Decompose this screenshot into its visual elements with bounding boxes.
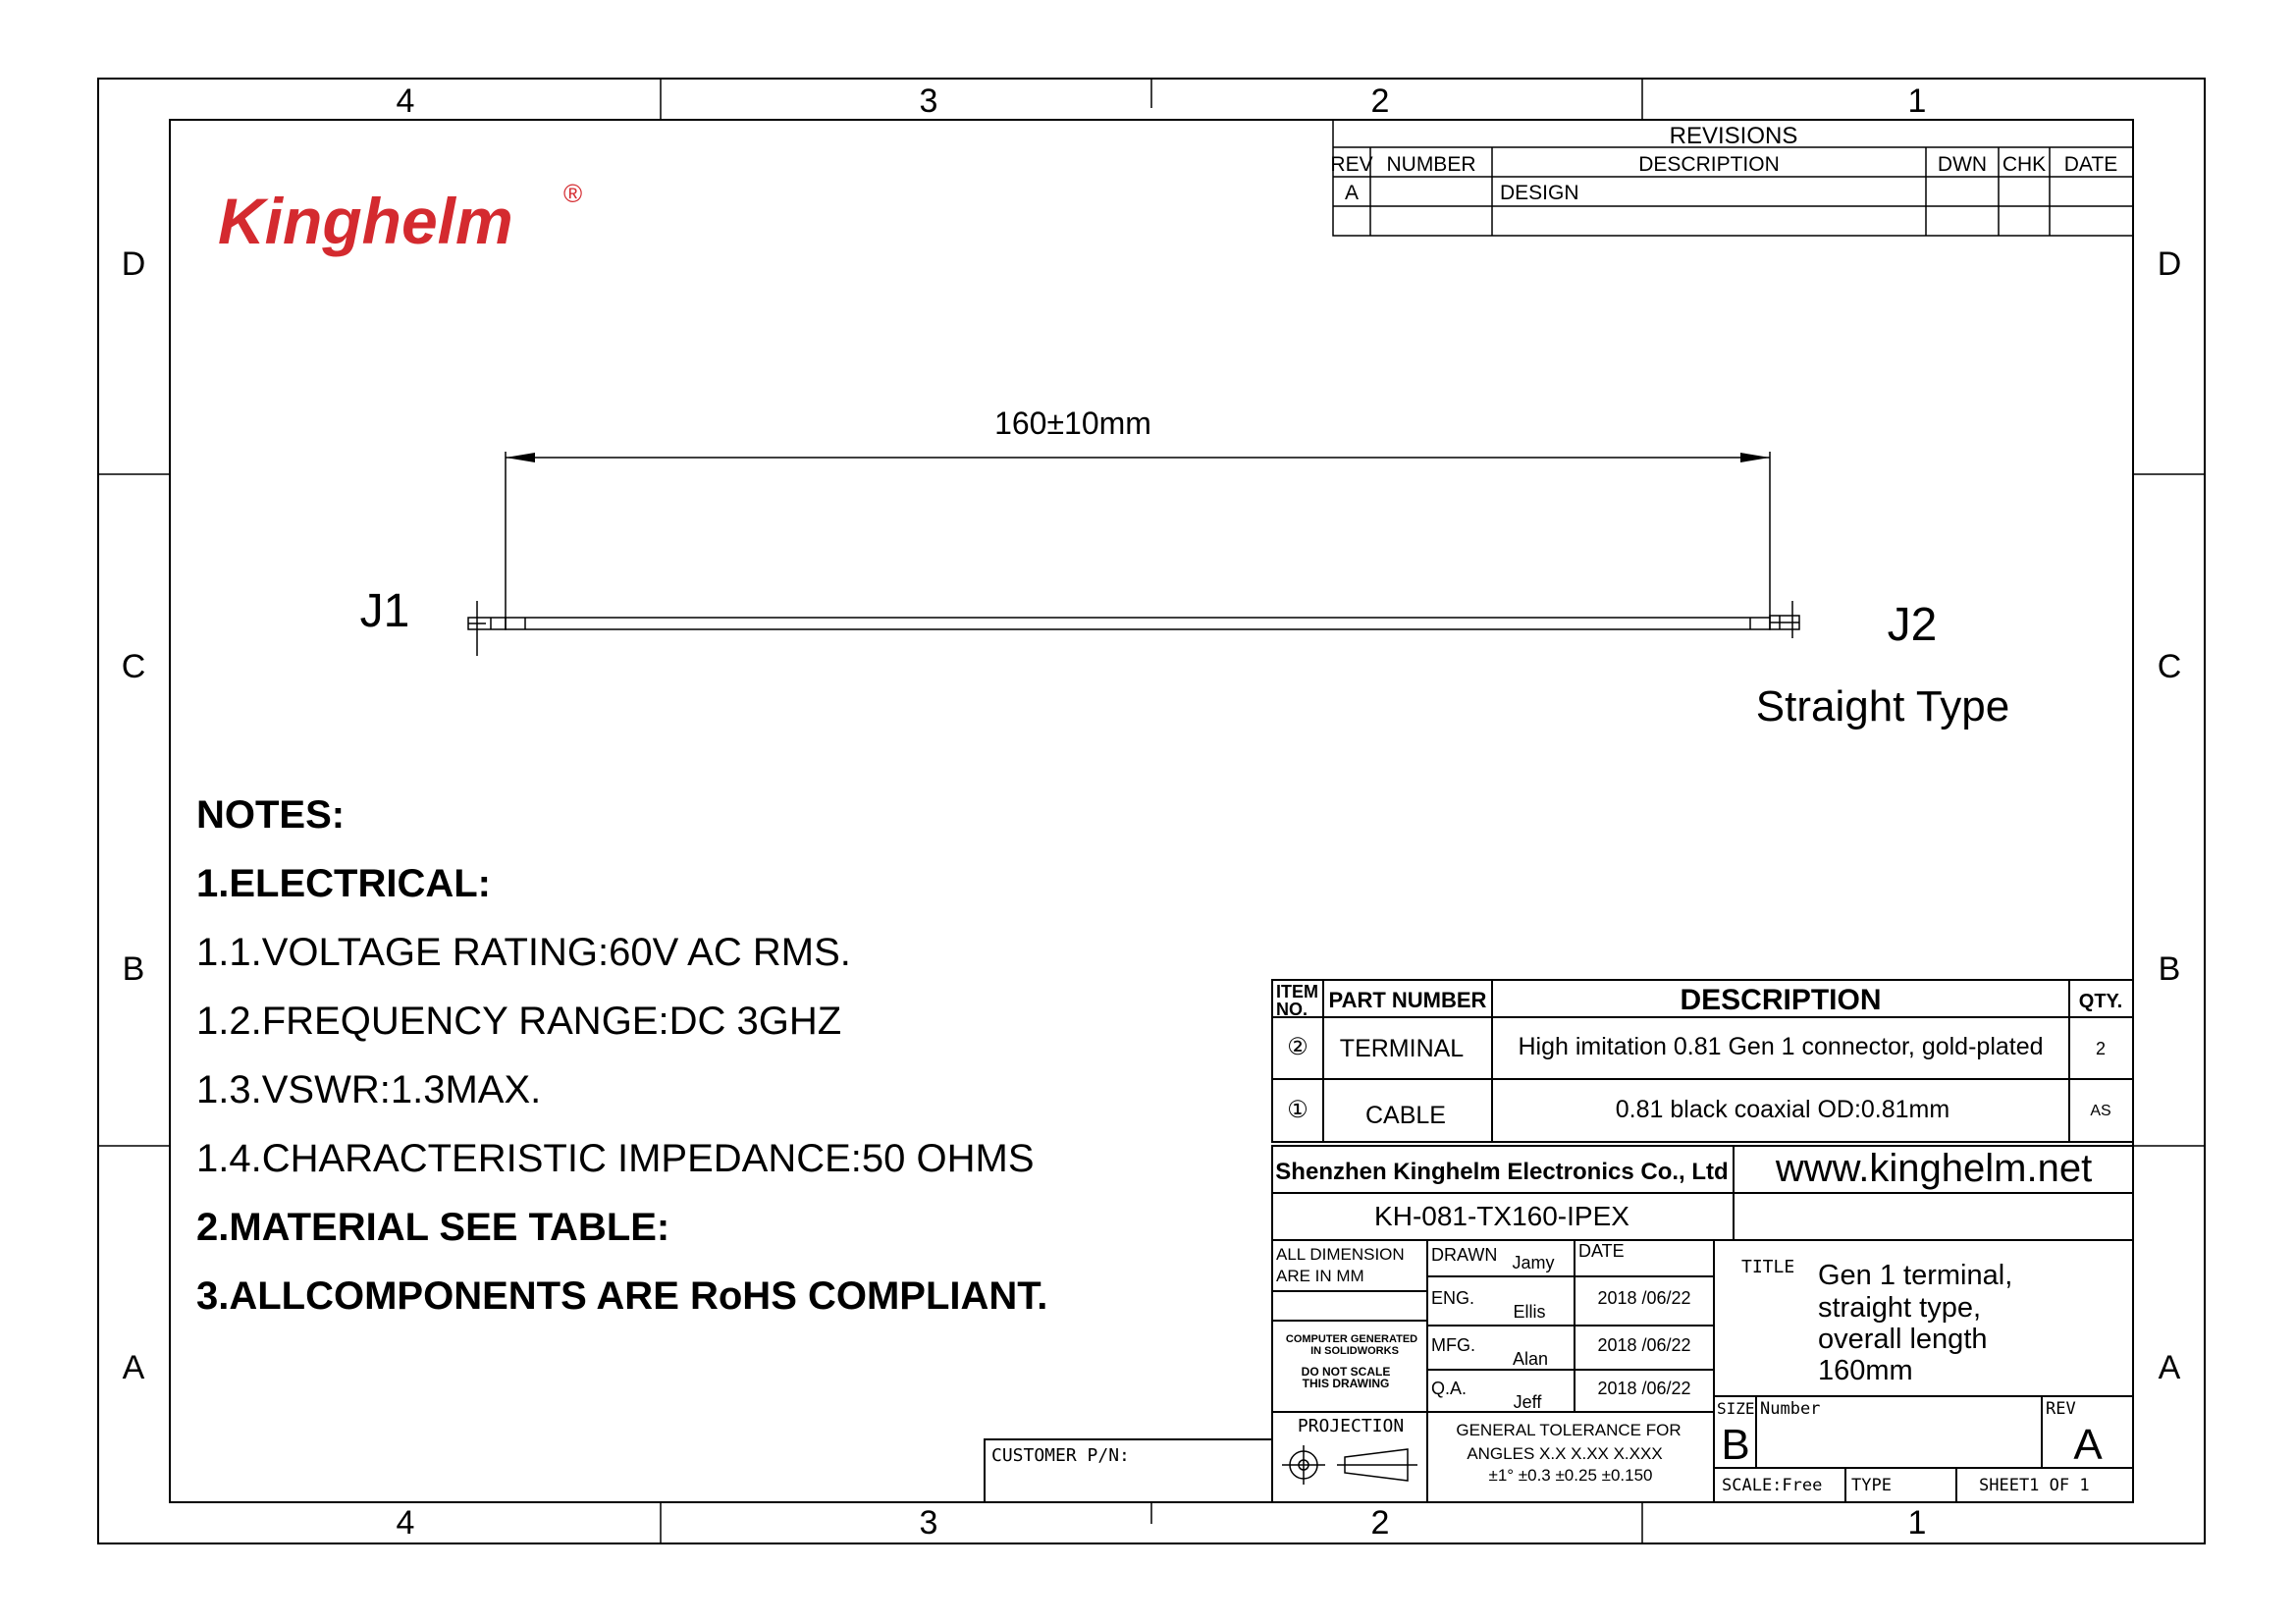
approval-qa-name: Jeff bbox=[1513, 1392, 1542, 1412]
company-website: www.kinghelm.net bbox=[1775, 1147, 2093, 1190]
dwn-header: DWN bbox=[1937, 153, 1988, 176]
approval-mfg-date: 2018 /06/22 bbox=[1597, 1335, 1691, 1355]
tolerance-line-2: ANGLES X.X X.XX X.XXX bbox=[1467, 1444, 1663, 1463]
bom-qty-header: QTY. bbox=[2078, 991, 2123, 1012]
size-value: B bbox=[1721, 1421, 1750, 1469]
do-not-scale-line-1: DO NOT SCALE bbox=[1301, 1365, 1391, 1379]
zone-row-a-right: A bbox=[2158, 1349, 2181, 1386]
type-field: TYPE bbox=[1851, 1476, 1892, 1495]
zone-row-a-left: A bbox=[122, 1349, 145, 1386]
notes-frequency: 1.2.FREQUENCY RANGE:DC 3GHZ bbox=[196, 1000, 842, 1043]
zone-row-d-right: D bbox=[2157, 245, 2182, 283]
title-line-3: overall length bbox=[1818, 1324, 1988, 1355]
bom-part-number-header: PART NUMBER bbox=[1328, 988, 1487, 1012]
bom-row-1-qty: 2 bbox=[2095, 1039, 2107, 1058]
rev-header: REV bbox=[1330, 153, 1373, 176]
cable-assembly bbox=[468, 452, 1799, 656]
notes-impedance: 1.4.CHARACTERISTIC IMPEDANCE:50 OHMS bbox=[196, 1137, 1035, 1180]
title-label: TITLE bbox=[1741, 1257, 1795, 1277]
cable-body bbox=[506, 618, 1770, 629]
title-line-1: Gen 1 terminal, bbox=[1818, 1260, 2013, 1291]
j1-label: J1 bbox=[359, 585, 410, 637]
j2-label: J2 bbox=[1887, 599, 1938, 651]
bom-row-1-item: ② bbox=[1287, 1034, 1308, 1060]
bom-row-2-part: CABLE bbox=[1365, 1102, 1446, 1129]
zone-col-2-top: 2 bbox=[1370, 82, 1390, 120]
revision-row-rev: A bbox=[1344, 182, 1360, 204]
approval-mfg-name: Alan bbox=[1512, 1349, 1549, 1369]
bom-row-2-item: ① bbox=[1287, 1097, 1308, 1123]
bom-row-2-qty: AS bbox=[2090, 1103, 2111, 1119]
all-dimension-line-1: ALL DIMENSION bbox=[1276, 1245, 1405, 1264]
sheet-field: SHEET1 OF 1 bbox=[1979, 1476, 2090, 1495]
company-name: Shenzhen Kinghelm Electronics Co., Ltd bbox=[1275, 1159, 1729, 1185]
overall-length-dimension: 160±10mm bbox=[994, 406, 1151, 441]
projection-label: PROJECTION bbox=[1297, 1416, 1405, 1436]
bom-row-1-part: TERMINAL bbox=[1339, 1035, 1465, 1062]
number-header: NUMBER bbox=[1386, 153, 1476, 176]
approval-eng-role: ENG. bbox=[1431, 1288, 1475, 1308]
zone-col-3-top: 3 bbox=[919, 82, 938, 120]
third-angle-projection-symbol bbox=[1282, 1445, 1417, 1485]
notes-vswr: 1.3.VSWR:1.3MAX. bbox=[196, 1068, 542, 1111]
rev-value: A bbox=[2073, 1421, 2103, 1469]
title-line-2: straight type, bbox=[1818, 1292, 1982, 1324]
do-not-scale-line-2: THIS DRAWING bbox=[1302, 1377, 1390, 1390]
chk-header: CHK bbox=[2002, 153, 2047, 176]
kinghelm-logo: Kinghelm bbox=[218, 185, 513, 257]
drawing-part-number: KH-081-TX160-IPEX bbox=[1374, 1201, 1629, 1231]
title-block bbox=[1272, 1146, 2133, 1502]
notes-electrical: 1.ELECTRICAL: bbox=[196, 862, 491, 905]
date-header: DATE bbox=[2063, 153, 2118, 176]
computer-generated-line-1: COMPUTER GENERATED bbox=[1285, 1333, 1418, 1345]
zone-row-b-left: B bbox=[122, 950, 145, 988]
rev-label: REV bbox=[2046, 1399, 2076, 1419]
approval-mfg-role: MFG. bbox=[1431, 1335, 1475, 1355]
bom-description-header: DESCRIPTION bbox=[1680, 984, 1882, 1016]
title-line-4: 160mm bbox=[1818, 1355, 1913, 1386]
revisions-title: REVISIONS bbox=[1669, 123, 1798, 149]
tolerance-line-3: ±1° ±0.3 ±0.25 ±0.150 bbox=[1488, 1466, 1653, 1485]
notes-rohs: 3.ALLCOMPONENTS ARE RoHS COMPLIANT. bbox=[196, 1274, 1048, 1318]
bom-item-header-1: ITEM bbox=[1276, 982, 1318, 1001]
zone-col-2-bottom: 2 bbox=[1370, 1504, 1390, 1542]
rev-description-header: DESCRIPTION bbox=[1638, 153, 1780, 176]
number-label: Number bbox=[1760, 1399, 1821, 1419]
zone-row-d-left: D bbox=[121, 245, 146, 283]
tolerance-line-1: GENERAL TOLERANCE FOR bbox=[1456, 1421, 1682, 1439]
notes-material: 2.MATERIAL SEE TABLE: bbox=[196, 1206, 670, 1249]
approval-qa-date: 2018 /06/22 bbox=[1597, 1379, 1691, 1398]
approval-drawn-name: Jamy bbox=[1512, 1253, 1555, 1272]
registered-mark: ® bbox=[563, 179, 583, 208]
zone-col-3-bottom: 3 bbox=[919, 1504, 938, 1542]
approval-eng-name: Ellis bbox=[1513, 1302, 1546, 1322]
zone-col-1-top: 1 bbox=[1907, 82, 1927, 120]
approval-eng-date: 2018 /06/22 bbox=[1597, 1288, 1691, 1308]
zone-col-4-bottom: 4 bbox=[396, 1504, 415, 1542]
computer-generated-line-2: IN SOLIDWORKS bbox=[1310, 1345, 1399, 1357]
bom-item-header-2: NO. bbox=[1276, 1000, 1308, 1019]
bom-row-1-description: High imitation 0.81 Gen 1 connector, gold-plated bbox=[1518, 1033, 2044, 1060]
approval-drawn-role: DRAWN bbox=[1431, 1245, 1498, 1265]
straight-type-label: Straight Type bbox=[1755, 682, 2010, 731]
all-dimension-line-2: ARE IN MM bbox=[1276, 1267, 1364, 1285]
customer-pn-label: CUSTOMER P/N: bbox=[991, 1445, 1130, 1466]
zone-col-4-top: 4 bbox=[396, 82, 415, 120]
notes-voltage: 1.1.VOLTAGE RATING:60V AC RMS. bbox=[196, 931, 851, 974]
zone-row-c-right: C bbox=[2157, 648, 2182, 685]
bom-row-2-description: 0.81 black coaxial OD:0.81mm bbox=[1615, 1096, 1950, 1123]
revision-row-description: DESIGN bbox=[1500, 182, 1579, 204]
zone-row-c-left: C bbox=[121, 648, 146, 685]
size-label: SIZE bbox=[1717, 1399, 1755, 1418]
scale-field: SCALE:Free bbox=[1722, 1476, 1823, 1495]
zone-row-b-right: B bbox=[2158, 950, 2181, 988]
notes-heading: NOTES: bbox=[196, 793, 346, 837]
approval-qa-role: Q.A. bbox=[1431, 1379, 1468, 1398]
approval-date-header: DATE bbox=[1578, 1241, 1625, 1261]
zone-col-1-bottom: 1 bbox=[1907, 1504, 1927, 1542]
